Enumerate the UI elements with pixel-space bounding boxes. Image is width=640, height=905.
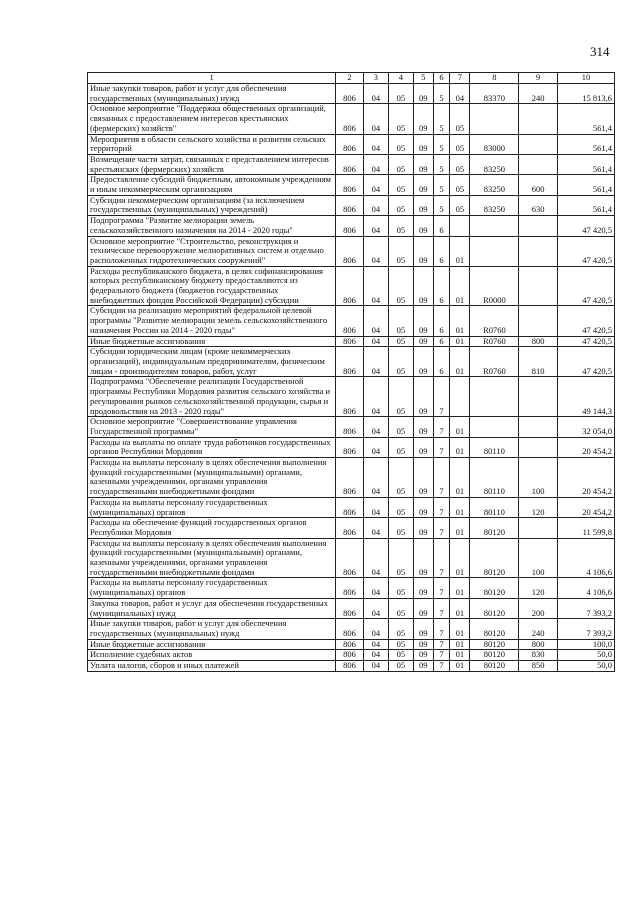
row-code-8: 83370 xyxy=(470,84,519,104)
row-code-2: 806 xyxy=(336,266,363,306)
row-description: Подпрограмма "Обеспечение реализации Государственной программы Республики Мордовия развития сельского хозяйства и регулирования рынков сельскохозяйственной продукции, сырья и продовольствия на 2013 - 2020 годы" xyxy=(88,377,336,417)
row-amount: 7 393,2 xyxy=(557,619,614,639)
row-code-6: 7 xyxy=(433,377,449,417)
row-code-6: 5 xyxy=(433,175,449,195)
row-amount: 561,4 xyxy=(557,134,614,154)
row-code-6: 5 xyxy=(433,104,449,134)
row-description: Субсидии на реализацию мероприятий федеральной целевой программы "Развитие мелиорации земель сельскохозяйственного назначения России на 2014 - 2020 годы" xyxy=(88,306,336,336)
row-code-7: 01 xyxy=(450,661,470,672)
row-code-4: 05 xyxy=(389,578,413,598)
row-code-3: 04 xyxy=(363,336,388,347)
row-code-2: 806 xyxy=(336,154,363,174)
row-code-4: 05 xyxy=(389,619,413,639)
row-code-5: 09 xyxy=(413,216,433,236)
row-code-7: 05 xyxy=(450,195,470,215)
column-header-8: 8 xyxy=(470,73,519,84)
row-code-6: 7 xyxy=(433,458,449,498)
table-row xyxy=(88,619,615,639)
row-code-5: 09 xyxy=(413,154,433,174)
row-code-6: 7 xyxy=(433,650,449,661)
row-description: Уплата налогов, сборов и иных платежей xyxy=(88,661,336,672)
row-code-7 xyxy=(450,377,470,417)
row-code-6: 6 xyxy=(433,236,449,266)
row-code-3: 04 xyxy=(363,639,388,650)
row-code-5: 09 xyxy=(413,236,433,266)
row-code-7: 01 xyxy=(450,578,470,598)
row-amount: 50,0 xyxy=(557,661,614,672)
column-header-10: 10 xyxy=(557,73,614,84)
row-amount: 4 106,6 xyxy=(557,538,614,578)
row-code-3: 04 xyxy=(363,377,388,417)
row-code-4: 05 xyxy=(389,518,413,538)
row-code-4: 05 xyxy=(389,458,413,498)
row-description: Возмещение части затрат, связанных с представлением интересов крестьянских (фермерских) хозяйств xyxy=(88,154,336,174)
table-row xyxy=(88,84,615,104)
row-code-8: 80110 xyxy=(470,458,519,498)
row-description: Основное мероприятие "Поддержка общественных организаций, связанных с предоставлением интересов крестьянских (фермерских) хозяйств" xyxy=(88,104,336,134)
row-code-5: 09 xyxy=(413,377,433,417)
row-code-5: 09 xyxy=(413,347,433,377)
row-code-3: 04 xyxy=(363,175,388,195)
row-code-3: 04 xyxy=(363,650,388,661)
column-header-7: 7 xyxy=(450,73,470,84)
row-code-8: 80120 xyxy=(470,538,519,578)
row-code-8: 80120 xyxy=(470,639,519,650)
row-description: Закупка товаров, работ и услуг для обеспечения государственных (муниципальных) нужд xyxy=(88,598,336,618)
row-code-8 xyxy=(470,236,519,266)
row-code-4: 05 xyxy=(389,417,413,437)
row-code-7: 01 xyxy=(450,437,470,457)
row-code-7: 01 xyxy=(450,236,470,266)
row-description: Основное мероприятие "Совершенствование управления Государственной программы" xyxy=(88,417,336,437)
table-row xyxy=(88,578,615,598)
row-description: Расходы на выплаты персоналу государственных (муниципальных) органов xyxy=(88,497,336,517)
row-code-3: 04 xyxy=(363,306,388,336)
row-code-3: 04 xyxy=(363,236,388,266)
row-code-7: 01 xyxy=(450,347,470,377)
row-code-2: 806 xyxy=(336,216,363,236)
table-row xyxy=(88,458,615,498)
row-code-3: 04 xyxy=(363,538,388,578)
row-code-7: 05 xyxy=(450,154,470,174)
table-row xyxy=(88,437,615,457)
row-code-3: 04 xyxy=(363,661,388,672)
row-description: Основное мероприятие "Строительство, реконструкция и техническое перевооружение мелиоративных систем и отдельно расположенных гидротехнических сооружений" xyxy=(88,236,336,266)
row-code-5: 09 xyxy=(413,518,433,538)
row-code-9: 120 xyxy=(519,497,558,517)
row-code-7: 01 xyxy=(450,538,470,578)
row-code-4: 05 xyxy=(389,336,413,347)
row-code-3: 04 xyxy=(363,417,388,437)
row-description: Расходы на выплаты персоналу государственных (муниципальных) органов xyxy=(88,578,336,598)
row-code-8: R0760 xyxy=(470,306,519,336)
row-code-8: 80120 xyxy=(470,598,519,618)
row-code-9 xyxy=(519,216,558,236)
row-code-4: 05 xyxy=(389,306,413,336)
row-amount: 11 599,8 xyxy=(557,518,614,538)
row-code-2: 806 xyxy=(336,347,363,377)
row-code-4: 05 xyxy=(389,497,413,517)
row-description: Расходы на выплаты по оплате труда работников государственных органов Республики Мордовия xyxy=(88,437,336,457)
table-row xyxy=(88,538,615,578)
row-code-4: 05 xyxy=(389,437,413,457)
row-code-9 xyxy=(519,104,558,134)
row-code-4: 05 xyxy=(389,639,413,650)
row-code-8: 83000 xyxy=(470,134,519,154)
row-description: Расходы республиканского бюджета, в целях софинансирования которых республиканскому бюджету предоставляются из федерального бюджета (бюджетов государственных внебюджетных фондов Российской Федерации) субсидии xyxy=(88,266,336,306)
row-code-5: 09 xyxy=(413,578,433,598)
row-code-4: 05 xyxy=(389,650,413,661)
row-code-7 xyxy=(450,216,470,236)
row-amount: 20 454,2 xyxy=(557,437,614,457)
row-code-7: 01 xyxy=(450,336,470,347)
row-amount: 47 420,5 xyxy=(557,236,614,266)
row-code-6: 7 xyxy=(433,578,449,598)
row-code-9 xyxy=(519,134,558,154)
row-code-3: 04 xyxy=(363,134,388,154)
row-code-7: 01 xyxy=(450,598,470,618)
row-code-5: 09 xyxy=(413,619,433,639)
row-code-6: 6 xyxy=(433,347,449,377)
row-code-9 xyxy=(519,266,558,306)
row-code-8: R0000 xyxy=(470,266,519,306)
table-row xyxy=(88,377,615,417)
row-code-9: 810 xyxy=(519,347,558,377)
row-code-9 xyxy=(519,377,558,417)
row-amount: 49 144,3 xyxy=(557,377,614,417)
row-code-7: 05 xyxy=(450,104,470,134)
row-code-9 xyxy=(519,518,558,538)
row-amount: 47 420,5 xyxy=(557,216,614,236)
row-description: Расходы на обеспечение функций государственных органов Республики Мордовия xyxy=(88,518,336,538)
row-code-9: 100 xyxy=(519,458,558,498)
row-code-2: 806 xyxy=(336,417,363,437)
row-code-5: 09 xyxy=(413,538,433,578)
row-code-6: 7 xyxy=(433,497,449,517)
row-code-2: 806 xyxy=(336,104,363,134)
row-code-7: 01 xyxy=(450,306,470,336)
row-code-8 xyxy=(470,216,519,236)
row-code-2: 806 xyxy=(336,134,363,154)
table-row xyxy=(88,336,615,347)
column-header-9: 9 xyxy=(519,73,558,84)
row-code-4: 05 xyxy=(389,661,413,672)
row-code-8: 83250 xyxy=(470,195,519,215)
row-code-2: 806 xyxy=(336,458,363,498)
row-code-5: 09 xyxy=(413,104,433,134)
row-code-8: 80120 xyxy=(470,578,519,598)
table-row xyxy=(88,216,615,236)
row-description: Субсидии некоммерческим организациям (за исключением государственных (муниципальных) учреждений) xyxy=(88,195,336,215)
row-code-6: 7 xyxy=(433,437,449,457)
row-code-9 xyxy=(519,417,558,437)
row-code-9: 240 xyxy=(519,84,558,104)
row-code-6: 6 xyxy=(433,336,449,347)
row-code-2: 806 xyxy=(336,538,363,578)
row-code-8: R0760 xyxy=(470,347,519,377)
row-code-4: 05 xyxy=(389,154,413,174)
table-row xyxy=(88,195,615,215)
budget-table xyxy=(87,72,615,672)
row-description: Исполнение судебных актов xyxy=(88,650,336,661)
row-code-6: 6 xyxy=(433,306,449,336)
row-code-8: 83250 xyxy=(470,175,519,195)
row-code-5: 09 xyxy=(413,458,433,498)
row-code-6: 6 xyxy=(433,216,449,236)
row-code-2: 806 xyxy=(336,661,363,672)
row-amount: 561,4 xyxy=(557,154,614,174)
row-code-6: 5 xyxy=(433,154,449,174)
row-description: Расходы на выплаты персоналу в целях обеспечения выполнения функций государственными (муниципальными) органами, казенными учреждениями, органами управления государственными внебюджетными фондами xyxy=(88,458,336,498)
row-code-2: 806 xyxy=(336,497,363,517)
row-code-8: 80120 xyxy=(470,650,519,661)
row-amount: 561,4 xyxy=(557,195,614,215)
column-header-4: 4 xyxy=(389,73,413,84)
row-code-8: R0760 xyxy=(470,336,519,347)
row-code-8: 80110 xyxy=(470,497,519,517)
row-code-6: 5 xyxy=(433,134,449,154)
row-code-2: 806 xyxy=(336,598,363,618)
row-code-7: 01 xyxy=(450,639,470,650)
row-code-6: 7 xyxy=(433,619,449,639)
row-code-2: 806 xyxy=(336,619,363,639)
table-row xyxy=(88,417,615,437)
row-code-4: 05 xyxy=(389,134,413,154)
table-row xyxy=(88,154,615,174)
row-code-9: 600 xyxy=(519,175,558,195)
table-row xyxy=(88,650,615,661)
row-code-5: 09 xyxy=(413,266,433,306)
row-code-4: 05 xyxy=(389,84,413,104)
row-code-2: 806 xyxy=(336,437,363,457)
row-code-3: 04 xyxy=(363,598,388,618)
row-code-7: 05 xyxy=(450,175,470,195)
row-description: Иные бюджетные ассигнования xyxy=(88,639,336,650)
row-code-6: 7 xyxy=(433,598,449,618)
row-code-5: 09 xyxy=(413,639,433,650)
row-code-2: 806 xyxy=(336,195,363,215)
row-amount: 100,0 xyxy=(557,639,614,650)
row-code-5: 09 xyxy=(413,497,433,517)
row-code-7: 04 xyxy=(450,84,470,104)
row-code-8 xyxy=(470,104,519,134)
row-code-2: 806 xyxy=(336,336,363,347)
row-code-9: 120 xyxy=(519,578,558,598)
row-code-7: 01 xyxy=(450,266,470,306)
row-amount: 4 106,6 xyxy=(557,578,614,598)
row-code-6: 7 xyxy=(433,639,449,650)
row-code-7: 01 xyxy=(450,619,470,639)
row-code-4: 05 xyxy=(389,216,413,236)
row-code-4: 05 xyxy=(389,598,413,618)
row-code-3: 04 xyxy=(363,497,388,517)
table-row xyxy=(88,661,615,672)
row-code-3: 04 xyxy=(363,154,388,174)
row-amount: 20 454,2 xyxy=(557,458,614,498)
row-code-8 xyxy=(470,417,519,437)
table-row xyxy=(88,134,615,154)
row-code-5: 09 xyxy=(413,417,433,437)
table-header-row xyxy=(88,73,615,84)
row-description: Иные бюджетные ассигнования xyxy=(88,336,336,347)
table-row xyxy=(88,236,615,266)
row-code-8: 80110 xyxy=(470,437,519,457)
row-description: Предоставление субсидий бюджетным, автономным учреждениям и иным некоммерческим организациям xyxy=(88,175,336,195)
column-header-3: 3 xyxy=(363,73,388,84)
row-code-3: 04 xyxy=(363,578,388,598)
row-code-5: 09 xyxy=(413,336,433,347)
row-amount: 15 813,6 xyxy=(557,84,614,104)
row-code-5: 09 xyxy=(413,598,433,618)
row-amount: 7 393,2 xyxy=(557,598,614,618)
row-code-5: 09 xyxy=(413,175,433,195)
table-row xyxy=(88,598,615,618)
row-code-2: 806 xyxy=(336,578,363,598)
row-code-3: 04 xyxy=(363,347,388,377)
row-code-3: 04 xyxy=(363,458,388,498)
row-description: Иные закупки товаров, работ и услуг для обеспечения государственных (муниципальных) нужд xyxy=(88,84,336,104)
row-description: Мероприятия в области сельского хозяйства и развития сельских территорий xyxy=(88,134,336,154)
row-code-6: 5 xyxy=(433,84,449,104)
row-code-8: 80120 xyxy=(470,619,519,639)
row-code-2: 806 xyxy=(336,650,363,661)
row-code-9 xyxy=(519,437,558,457)
row-code-8: 80120 xyxy=(470,518,519,538)
row-description: Подпрограмма "Развитие мелиорации земель сельскохозяйственного назначения на 2014 - 2020 годы" xyxy=(88,216,336,236)
column-header-2: 2 xyxy=(336,73,363,84)
row-code-4: 05 xyxy=(389,377,413,417)
row-code-5: 09 xyxy=(413,195,433,215)
row-code-3: 04 xyxy=(363,619,388,639)
row-description: Субсидии юридическим лицам (кроме некоммерческих организаций), индивидуальным предпринимателям, физическим лицам - производителям товаров, работ, услуг xyxy=(88,347,336,377)
row-code-6: 7 xyxy=(433,518,449,538)
column-header-6: 6 xyxy=(433,73,449,84)
row-code-2: 806 xyxy=(336,639,363,650)
row-amount: 47 420,5 xyxy=(557,347,614,377)
row-code-8 xyxy=(470,377,519,417)
table-row xyxy=(88,518,615,538)
row-code-9: 100 xyxy=(519,538,558,578)
table-row xyxy=(88,306,615,336)
row-code-7: 05 xyxy=(450,134,470,154)
table-row xyxy=(88,639,615,650)
row-code-7: 01 xyxy=(450,417,470,437)
row-code-6: 7 xyxy=(433,661,449,672)
row-code-5: 09 xyxy=(413,650,433,661)
row-amount: 32 054,0 xyxy=(557,417,614,437)
row-code-9: 630 xyxy=(519,195,558,215)
row-amount: 47 420,5 xyxy=(557,306,614,336)
row-amount: 47 420,5 xyxy=(557,336,614,347)
table-row xyxy=(88,497,615,517)
row-code-9: 850 xyxy=(519,661,558,672)
row-description: Иные закупки товаров, работ и услуг для обеспечения государственных (муниципальных) нужд xyxy=(88,619,336,639)
row-code-5: 09 xyxy=(413,437,433,457)
row-code-8: 80120 xyxy=(470,661,519,672)
table-row xyxy=(88,266,615,306)
table-row xyxy=(88,347,615,377)
row-code-9: 830 xyxy=(519,650,558,661)
row-code-8: 83250 xyxy=(470,154,519,174)
row-description: Расходы на выплаты персоналу в целях обеспечения выполнения функций государственными (муниципальными) органами, казенными учреждениями, органами управления государственными внебюджетными фондами xyxy=(88,538,336,578)
column-header-5: 5 xyxy=(413,73,433,84)
table-row xyxy=(88,104,615,134)
row-code-5: 09 xyxy=(413,306,433,336)
row-code-7: 01 xyxy=(450,650,470,661)
row-code-9 xyxy=(519,236,558,266)
row-code-9: 240 xyxy=(519,619,558,639)
table-body xyxy=(88,84,615,672)
row-code-3: 04 xyxy=(363,518,388,538)
row-code-5: 09 xyxy=(413,134,433,154)
row-code-9: 800 xyxy=(519,336,558,347)
row-code-2: 806 xyxy=(336,236,363,266)
row-code-2: 806 xyxy=(336,84,363,104)
row-code-6: 6 xyxy=(433,266,449,306)
row-code-9 xyxy=(519,154,558,174)
row-code-7: 01 xyxy=(450,458,470,498)
row-code-3: 04 xyxy=(363,216,388,236)
row-code-4: 05 xyxy=(389,538,413,578)
row-amount: 47 420,5 xyxy=(557,266,614,306)
row-code-3: 04 xyxy=(363,266,388,306)
row-amount: 20 454,2 xyxy=(557,497,614,517)
table-row xyxy=(88,175,615,195)
row-code-2: 806 xyxy=(336,175,363,195)
row-code-7: 01 xyxy=(450,518,470,538)
row-code-9: 200 xyxy=(519,598,558,618)
row-code-3: 04 xyxy=(363,195,388,215)
row-code-6: 7 xyxy=(433,538,449,578)
row-code-7: 01 xyxy=(450,497,470,517)
column-header-1: 1 xyxy=(88,73,336,84)
page-number: 314 xyxy=(590,44,610,59)
row-amount: 561,4 xyxy=(557,175,614,195)
row-amount: 561,4 xyxy=(557,104,614,134)
row-code-4: 05 xyxy=(389,236,413,266)
row-code-5: 09 xyxy=(413,84,433,104)
row-code-9: 800 xyxy=(519,639,558,650)
row-code-3: 04 xyxy=(363,104,388,134)
row-code-6: 7 xyxy=(433,417,449,437)
row-code-2: 806 xyxy=(336,377,363,417)
row-code-4: 05 xyxy=(389,347,413,377)
row-code-3: 04 xyxy=(363,437,388,457)
row-code-4: 05 xyxy=(389,266,413,306)
row-code-4: 05 xyxy=(389,175,413,195)
row-code-3: 04 xyxy=(363,84,388,104)
row-code-2: 806 xyxy=(336,306,363,336)
row-code-2: 806 xyxy=(336,518,363,538)
row-code-6: 5 xyxy=(433,195,449,215)
row-code-4: 05 xyxy=(389,195,413,215)
row-amount: 50,0 xyxy=(557,650,614,661)
row-code-4: 05 xyxy=(389,104,413,134)
row-code-9 xyxy=(519,306,558,336)
row-code-5: 09 xyxy=(413,661,433,672)
